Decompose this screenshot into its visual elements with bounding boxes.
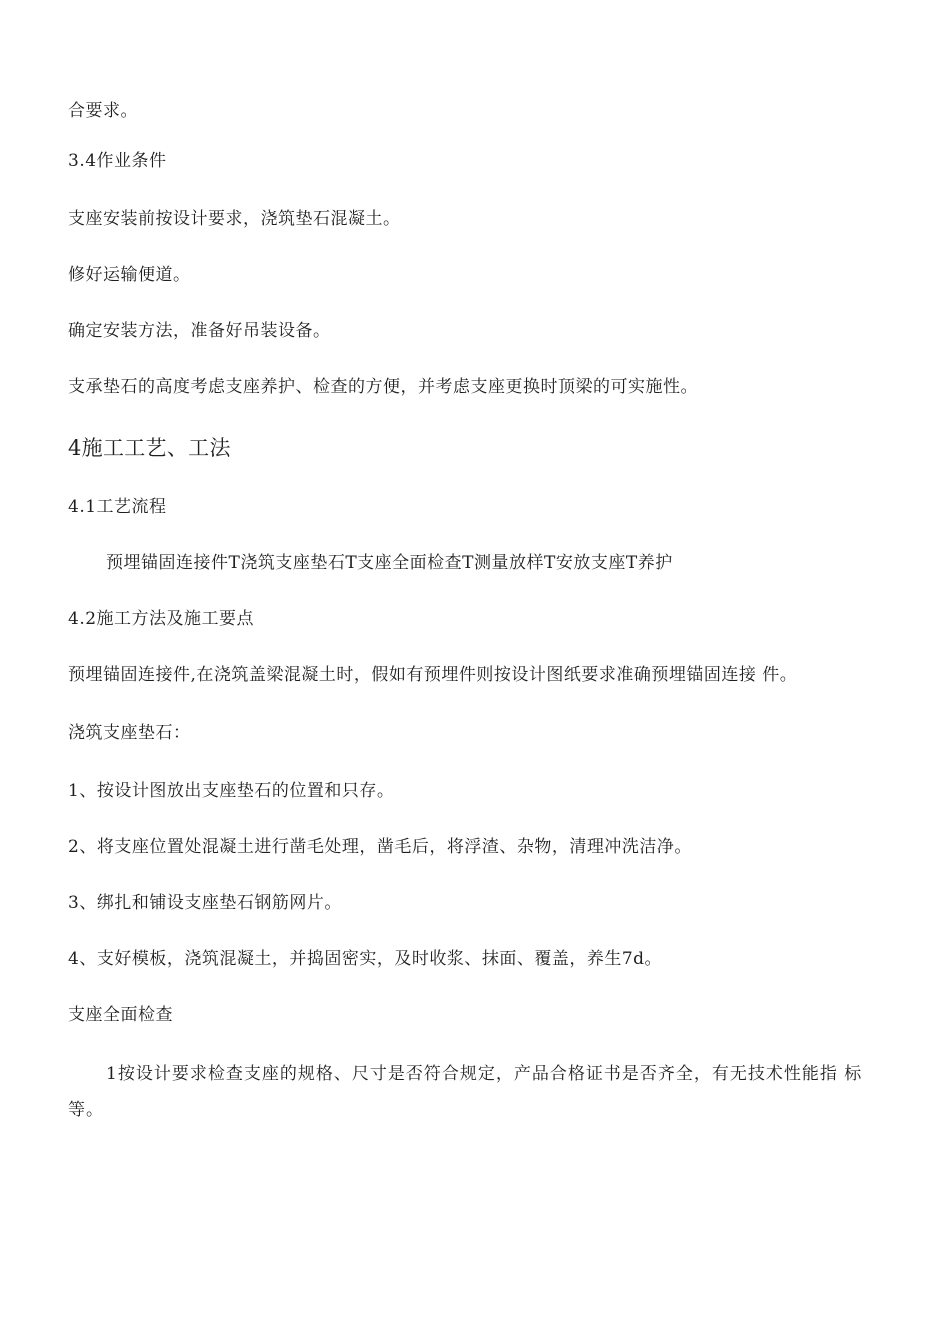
subsection-heading: 浇筑支座垫石： [68,723,191,743]
list-item: 3、绑扎和铺设支座垫石钢筋网片。 [68,893,342,913]
list-item: 1、按设计图放出支座垫石的位置和只存。 [68,781,395,801]
section-heading-4-1: 4.1工艺流程 [68,497,167,517]
section-heading-3-4: 3.4作业条件 [68,151,167,171]
process-flow: 预埋锚固连接件T浇筑支座垫石T支座全面检查T测量放样T安放支座T养护 [106,553,673,573]
list-item: 2、将支座位置处混凝土进行凿毛处理，凿毛后，将浮渣、杂物，清理冲洗洁净。 [68,837,692,857]
list-item: 4、支好模板，浇筑混凝土，并捣固密实，及时收浆、抹面、覆盖，养生7d。 [68,949,663,969]
section-heading-4-2: 4.2施工方法及施工要点 [68,609,255,629]
paragraph: 预埋锚固连接件,在浇筑盖梁混凝土时，假如有预埋件则按设计图纸要求准确预埋锚固连接 件。 [68,665,798,685]
paragraph: 支座安装前按设计要求，浇筑垫石混凝土。 [68,209,401,229]
paragraph: 支承垫石的高度考虑支座养护、检查的方便，并考虑支座更换时顶梁的可实施性。 [68,377,698,397]
chapter-heading-4: 4施工工艺、工法 [68,436,231,460]
subsection-heading: 支座全面检查 [68,1005,173,1025]
paragraph-tail: 合要求。 [68,101,138,121]
paragraph: 确定安装方法，准备好吊装设备。 [68,321,331,341]
paragraph: 1按设计要求检查支座的规格、尺寸是否符合规定，产品合格证书是否齐全，有无技术性能指 标等。 [68,1064,863,1120]
paragraph: 修好运输便道。 [68,265,191,285]
